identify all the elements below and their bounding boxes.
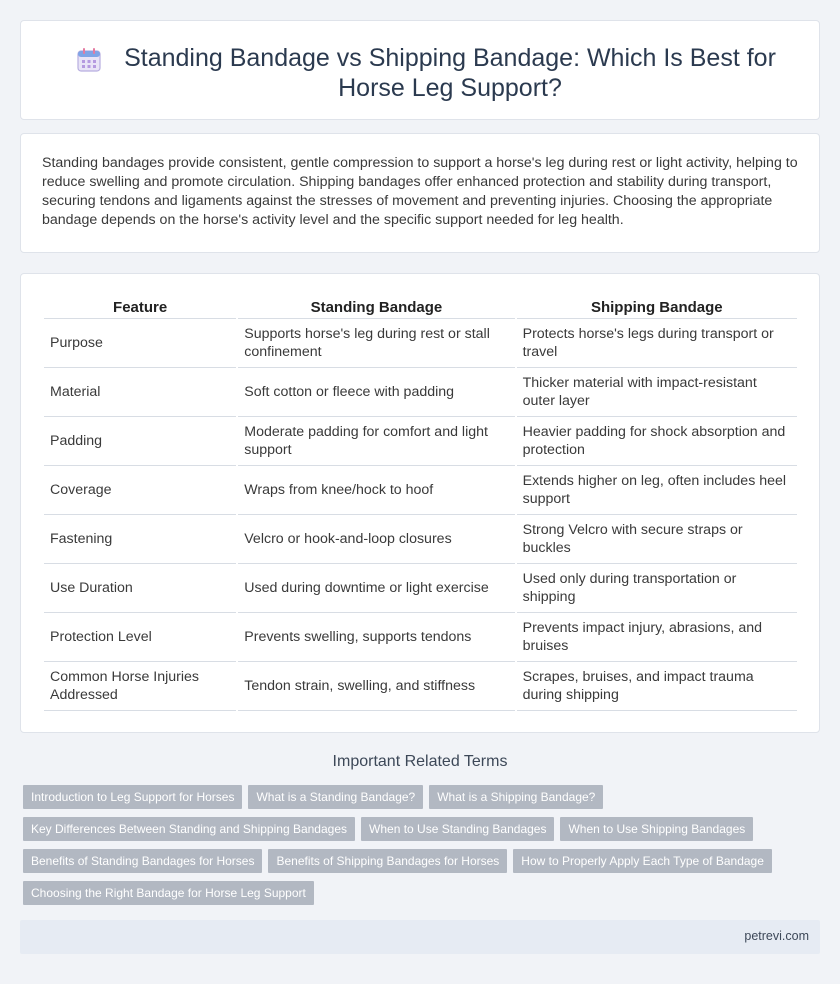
- related-terms-list: [23, 785, 803, 905]
- standing-cell: Wraps from knee/hock to hoof: [238, 466, 514, 515]
- standing-cell: Prevents swelling, supports tendons: [238, 613, 514, 662]
- feature-cell: Use Duration: [44, 564, 236, 613]
- shipping-cell: Prevents impact injury, abrasions, and bruises: [517, 613, 797, 662]
- shipping-cell: Scrapes, bruises, and impact trauma during shipping: [517, 662, 797, 711]
- related-term-link[interactable]: Introduction to Leg Support for Horses: [23, 785, 242, 809]
- site-link[interactable]: petrevi.com: [744, 929, 809, 943]
- related-terms-title: Important Related Terms: [332, 753, 508, 770]
- header-card: [20, 20, 820, 120]
- feature-cell: Common Horse Injuries Addressed: [44, 662, 236, 711]
- column-header-feature: Feature: [44, 295, 236, 319]
- related-term-link[interactable]: Benefits of Standing Bandages for Horses: [23, 849, 262, 873]
- feature-cell: Material: [44, 368, 236, 417]
- related-term-link[interactable]: What is a Standing Bandage?: [248, 785, 423, 809]
- standing-cell: Soft cotton or fleece with padding: [238, 368, 514, 417]
- related-term-link[interactable]: Choosing the Right Bandage for Horse Leg Support: [23, 881, 314, 905]
- shipping-cell: Protects horse's legs during transport or travel: [517, 319, 797, 368]
- standing-cell: Supports horse's leg during rest or stall confinement: [238, 319, 514, 368]
- shipping-cell: Strong Velcro with secure straps or buckles: [517, 515, 797, 564]
- table-header-row: [44, 295, 797, 319]
- related-term-link[interactable]: What is a Shipping Bandage?: [429, 785, 603, 809]
- related-term-link[interactable]: When to Use Shipping Bandages: [560, 817, 753, 841]
- table-row: [44, 319, 797, 368]
- column-header-standing: Standing Bandage: [238, 295, 514, 319]
- feature-cell: Fastening: [44, 515, 236, 564]
- page-title: Standing Bandage vs Shipping Bandage: Which Is Best for Horse Leg Support?: [124, 44, 776, 102]
- comparison-card: [20, 273, 820, 733]
- related-term-link[interactable]: When to Use Standing Bandages: [361, 817, 554, 841]
- comparison-table: [42, 295, 799, 711]
- standing-cell: Used during downtime or light exercise: [238, 564, 514, 613]
- column-header-shipping: Shipping Bandage: [517, 295, 797, 319]
- intro-paragraph: Standing bandages provide consistent, gentle compression to support a horse's leg during rest or light activity, helping to reduce swelling and promote circulation. Shipping bandages offer enhanced protection and stability during transport, securing tendons and ligaments against the stresses of movement and preventing injuries. Choosing the appropriate bandage depends on the horse's activity level and the specific support needed for leg health.: [42, 155, 798, 228]
- shipping-cell: Used only during transportation or shipping: [517, 564, 797, 613]
- shipping-cell: Thicker material with impact-resistant outer layer: [517, 368, 797, 417]
- table-row: [44, 417, 797, 466]
- table-row: [44, 466, 797, 515]
- calendar-icon: [75, 46, 103, 74]
- table-row: [44, 564, 797, 613]
- shipping-cell: Extends higher on leg, often includes heel support: [517, 466, 797, 515]
- related-term-link[interactable]: Benefits of Shipping Bandages for Horses: [268, 849, 507, 873]
- table-row: [44, 368, 797, 417]
- intro-card: [20, 133, 820, 253]
- related-term-link[interactable]: How to Properly Apply Each Type of Bandage: [513, 849, 772, 873]
- table-row: [44, 662, 797, 711]
- table-row: [44, 515, 797, 564]
- shipping-cell: Heavier padding for shock absorption and protection: [517, 417, 797, 466]
- standing-cell: Moderate padding for comfort and light support: [238, 417, 514, 466]
- feature-cell: Purpose: [44, 319, 236, 368]
- table-row: [44, 613, 797, 662]
- standing-cell: Velcro or hook-and-loop closures: [238, 515, 514, 564]
- feature-cell: Coverage: [44, 466, 236, 515]
- feature-cell: Protection Level: [44, 613, 236, 662]
- footer: [20, 920, 820, 954]
- related-term-link[interactable]: Key Differences Between Standing and Shipping Bandages: [23, 817, 355, 841]
- standing-cell: Tendon strain, swelling, and stiffness: [238, 662, 514, 711]
- feature-cell: Padding: [44, 417, 236, 466]
